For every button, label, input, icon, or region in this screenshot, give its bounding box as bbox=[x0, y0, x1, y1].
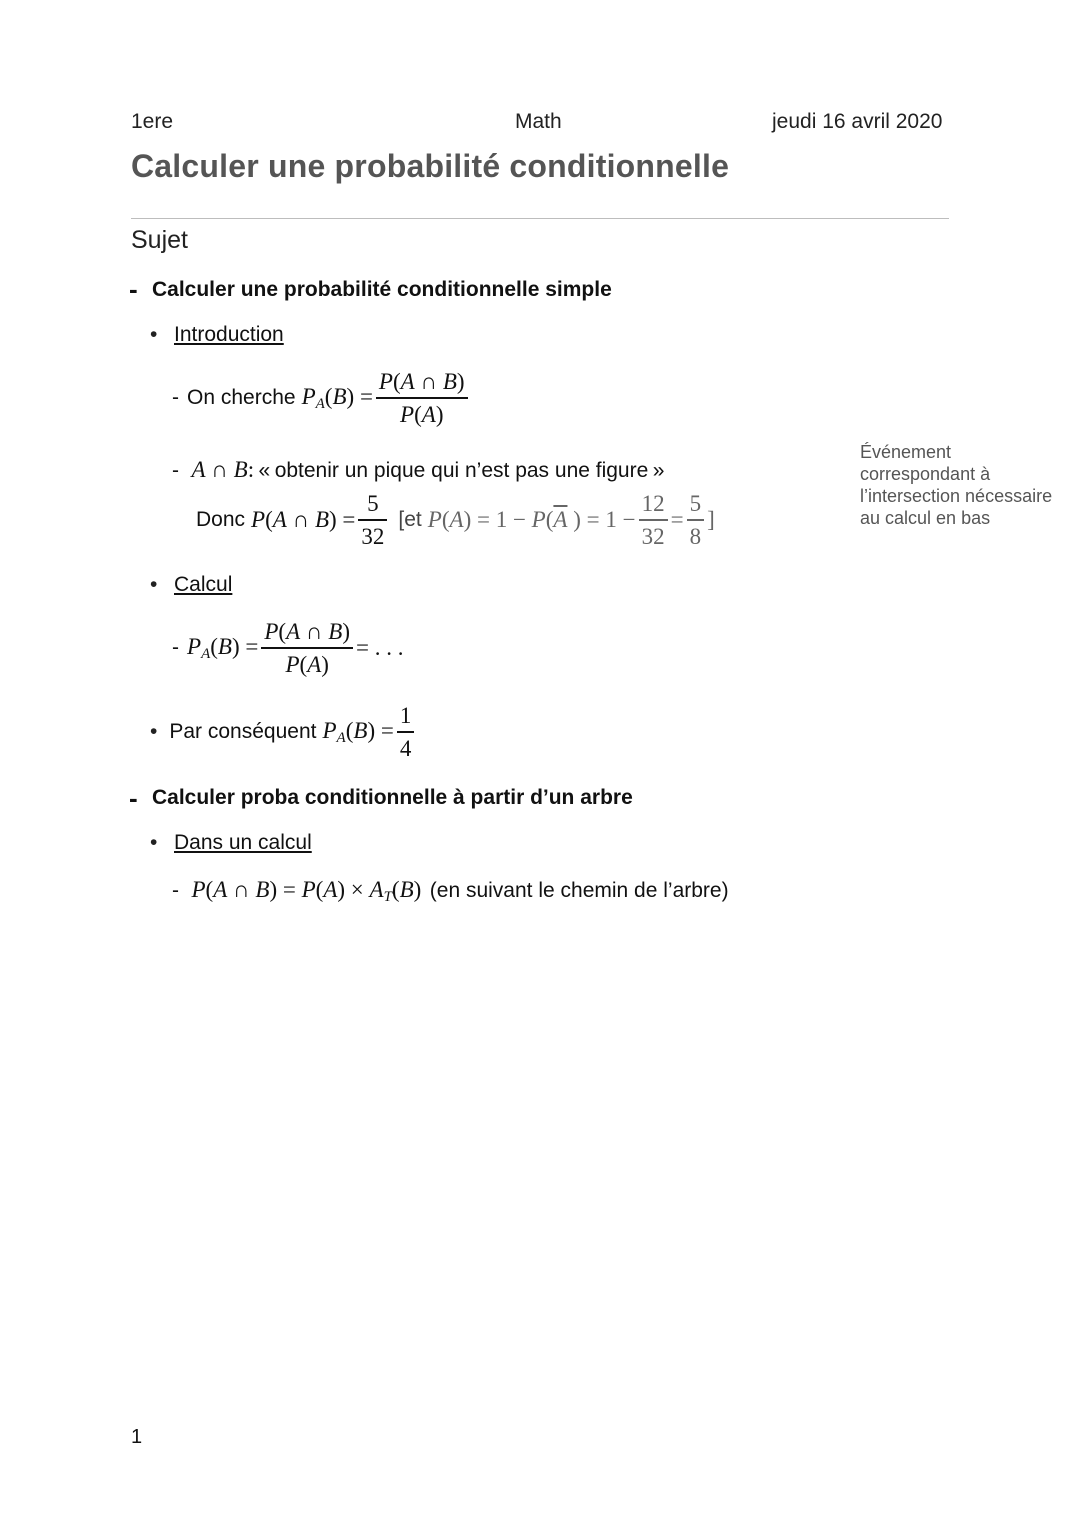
intro-formula-line bbox=[172, 362, 471, 434]
dans-calcul-label: Dans un calcul bbox=[174, 831, 312, 854]
tree-formula-line bbox=[172, 877, 729, 906]
tree-explanation: (en suivant le chemin de l’arbre) bbox=[429, 879, 729, 902]
formula-pa-complement: $P(A) = 1 - P(\overline{A}$ ) = 1 − bbox=[427, 507, 636, 532]
part1-heading: Calculer une probabilité conditionnelle simple bbox=[152, 278, 612, 301]
intro-line1-text: On cherche bbox=[187, 386, 296, 409]
part1-dash: - bbox=[129, 274, 138, 304]
formula-pab: $P_A(B)$ = bbox=[301, 383, 373, 412]
intro-label: Introduction bbox=[174, 323, 284, 346]
fraction-5-32: $\frac{5}{32}$ bbox=[358, 491, 387, 549]
fraction-pab: $\frac{P(A \cap B)}{P(A)}$ bbox=[376, 369, 468, 427]
quote-open: « bbox=[258, 459, 271, 482]
donc-text: Donc bbox=[196, 508, 246, 531]
tree-dash: - bbox=[172, 879, 179, 902]
consequent-bullet: • bbox=[150, 720, 158, 743]
intro-dash-1: - bbox=[172, 386, 179, 409]
tree-formula: P(A ∩ $B) = P(A) \times A_T(B)$ bbox=[191, 877, 422, 905]
intro-event-line bbox=[172, 457, 664, 483]
consequent-text: Par conséquent bbox=[169, 720, 317, 743]
calcul-fraction: $\frac{P(A \cap B)}{P(A)}$ bbox=[261, 619, 353, 677]
intro-dash-2: - bbox=[172, 459, 179, 482]
event-symbol: A ∩ B: bbox=[191, 457, 255, 482]
calcul-dash: - bbox=[172, 636, 179, 659]
page-number: 1 bbox=[131, 1426, 143, 1448]
consequent-line bbox=[150, 700, 417, 764]
calcul-formula-line bbox=[172, 612, 404, 684]
consequent-pab: $P_A(B)$ = bbox=[322, 717, 394, 746]
header-level: 1ere bbox=[131, 110, 174, 133]
bracket-text: [et bbox=[398, 508, 422, 531]
part2-dash: - bbox=[129, 783, 138, 813]
bracket-close: ] bbox=[707, 507, 715, 532]
intro-bullet: • bbox=[150, 323, 158, 346]
formula-pinter: P(A ∩ B) = bbox=[251, 507, 356, 532]
equals-sign: = bbox=[670, 507, 684, 532]
calcul-pab: $P_A(B)$ = bbox=[187, 633, 259, 662]
side-note: Événement correspondant à l’intersection nécessaire au calcul en bas bbox=[860, 442, 1053, 528]
page-title: Calculer une probabilité conditionnelle bbox=[131, 148, 730, 184]
fraction-1-4: $\frac{1}{4}$ bbox=[397, 703, 415, 761]
donc-line bbox=[196, 488, 715, 552]
quote-close: » bbox=[652, 459, 665, 482]
calcul-label: Calcul bbox=[174, 573, 233, 596]
fraction-12-32: $\frac{12}{32}$ bbox=[639, 491, 668, 549]
header-subject: Math bbox=[515, 110, 562, 133]
calcul-bullet: • bbox=[150, 573, 158, 596]
dans-calcul-bullet: • bbox=[150, 831, 158, 854]
part2-heading: Calculer proba conditionnelle à partir d’un arbre bbox=[152, 786, 633, 809]
fraction-5-8: $\frac{5}{8}$ bbox=[687, 491, 705, 549]
header-date: jeudi 16 avril 2020 bbox=[772, 110, 943, 133]
calcul-dots: = . . . bbox=[356, 635, 404, 660]
event-description: obtenir un pique qui n’est pas une figure bbox=[274, 459, 649, 482]
section-title: Sujet bbox=[131, 226, 188, 254]
title-divider bbox=[131, 218, 949, 219]
